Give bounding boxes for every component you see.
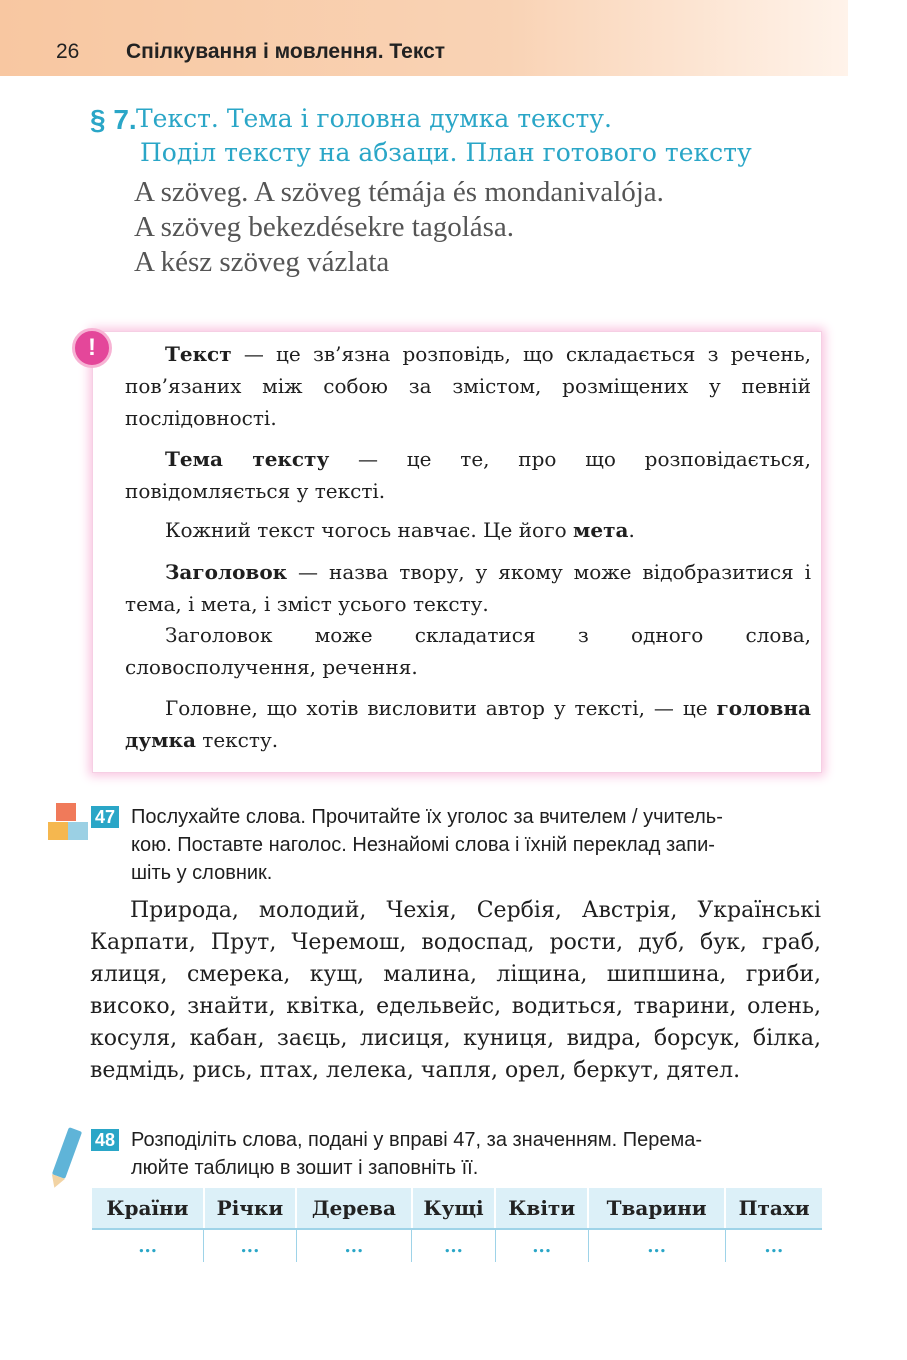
exercise-47-instruction xyxy=(131,803,821,887)
term-text: Текст xyxy=(165,342,232,366)
column-header: Тварини xyxy=(588,1188,725,1229)
heading-text: — назва твору, у якому може відобразитися і тема, і мета, і зміст усього тексту. xyxy=(125,560,811,616)
table-row xyxy=(92,1229,822,1262)
alphabet-blocks-icon xyxy=(56,803,76,821)
definition-text: — це зв’язна розповідь, що складається з речень, пов’язаних між собою за змістом, розміщених у певній послідовності. xyxy=(125,342,811,430)
alphabet-block-icon xyxy=(48,822,68,840)
table-cell: ... xyxy=(495,1229,588,1262)
rule-main-idea xyxy=(125,692,811,756)
section-title-ua-2: Поділ тексту на абзаци. План готового тексту xyxy=(140,138,752,167)
section-title-ua-1: Текст. Тема і головна думка тексту. xyxy=(136,104,612,133)
goal-text: Кожний текст чогось навчає. Це його xyxy=(165,518,573,542)
table-cell: ... xyxy=(204,1229,296,1262)
rule-heading-definition xyxy=(125,556,811,620)
page-number: 26 xyxy=(56,40,80,63)
goal-end: . xyxy=(628,518,635,542)
column-header: Країни xyxy=(92,1188,204,1229)
table-header-row xyxy=(92,1188,822,1229)
term-heading: Заголовок xyxy=(165,560,288,584)
classification-table xyxy=(92,1188,822,1262)
instruction-line: шіть у словник. xyxy=(131,862,273,884)
column-header: Птахи xyxy=(725,1188,822,1229)
running-title: Спілкування і мовлення. Текст xyxy=(126,40,446,63)
term-topic: Тема тексту xyxy=(165,447,330,471)
topic-text: — це те, про що розповідається, повідомляється у тексті. xyxy=(125,447,811,503)
table-cell: ... xyxy=(764,1235,784,1257)
exercise-number-47: 47 xyxy=(91,806,119,828)
table-cell: ... xyxy=(296,1229,412,1262)
rule-topic-definition xyxy=(125,443,811,507)
main-idea-end: тексту. xyxy=(195,728,279,752)
term-main-idea: головна думка xyxy=(125,696,811,752)
section-title-hu-1: A szöveg. A szöveg témája és mondanivalója. xyxy=(134,176,664,208)
instruction-line: люйте таблицю в зошит і заповніть її. xyxy=(131,1157,479,1179)
column-header: Річки xyxy=(204,1188,296,1229)
term-goal: мета xyxy=(572,518,629,542)
rule-heading-forms xyxy=(125,619,811,683)
pencil-icon xyxy=(52,1127,82,1179)
instruction-line: Розподіліть слова, подані у вправі 47, за значенням. Перема- xyxy=(131,1129,703,1151)
table-cell: ... xyxy=(588,1229,725,1262)
rule-goal xyxy=(125,514,811,546)
page-header xyxy=(0,0,848,76)
exclamation-icon: ! xyxy=(72,328,112,368)
column-header: Дерева xyxy=(296,1188,412,1229)
table-cell: ... xyxy=(92,1229,204,1262)
column-header: Квіти xyxy=(495,1188,588,1229)
instruction-line: Послухайте слова. Прочитайте їх уголос за вчителем / учитель- xyxy=(131,806,723,828)
word-list xyxy=(90,895,821,1087)
section-title-hu-2: A szöveg bekezdésekre tagolása. xyxy=(134,211,515,243)
instruction-line: кою. Поставте наголос. Незнайомі слова і їхній переклад запи- xyxy=(131,834,715,856)
section-number: § 7. xyxy=(90,104,137,135)
column-header: Кущі xyxy=(412,1188,496,1229)
rule-text-definition xyxy=(125,338,811,434)
table-cell: ... xyxy=(412,1229,496,1262)
exercise-48-instruction xyxy=(131,1126,821,1182)
section-title-hu-3: A kész szöveg vázlata xyxy=(134,246,390,278)
main-idea-text: Головне, що хотів висловити автор у тексті, — це xyxy=(165,696,717,720)
word-list-text: Природа, молодий, Чехія, Сербія, Австрія, Українські Карпати, Прут, Черемош, водоспад, рости, дуб, бук, граб, ялиця, смерека, кущ, малина, ліщина, шипшина, гриби, високо, знайти, квітка, едельвейс, водиться, тварини, олень, косуля, кабан, заєць, лисиця, куниця, видра, борсук, білка, ведмідь, рись, птах, лелека, чапля, орел, беркут, дятел. xyxy=(90,898,821,1083)
heading-forms-text: Заголовок може складатися з одного слова, словосполучення, речення. xyxy=(125,623,811,679)
exercise-number-48: 48 xyxy=(91,1129,119,1151)
alphabet-block-icon xyxy=(68,822,88,840)
